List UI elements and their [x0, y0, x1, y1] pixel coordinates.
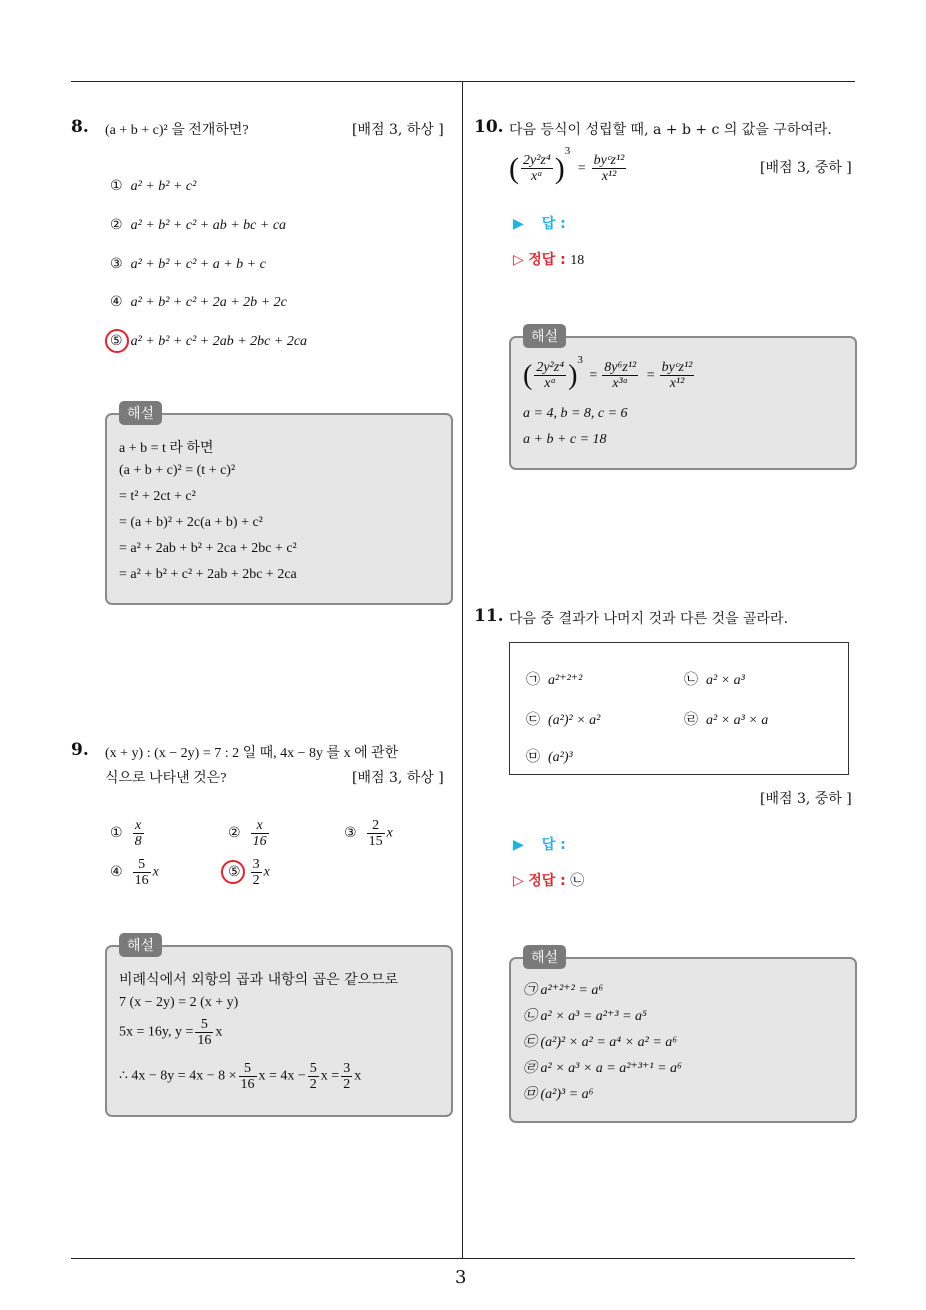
q11-item-2 [684, 669, 745, 689]
q11-item-5-num: ㉤ [526, 749, 540, 765]
q9-solution-line-3-post: x [215, 1024, 223, 1040]
q9-solution-line-4 [119, 1061, 361, 1092]
q8-option-5-text: a² + b² + c² + 2ab + 2bc + 2ca [130, 334, 308, 349]
q10-eq-right-num: byᶜz¹² [593, 153, 625, 169]
q11-answer-arrow-icon: ▶ [513, 837, 524, 853]
q9-solution-line-4-f3-den: 2 [343, 1077, 351, 1092]
q8-option-1-text: a² + b² + c² [130, 179, 197, 194]
q10-answer-row[interactable] [513, 213, 566, 233]
q10-solution-tag: 해설 [523, 324, 566, 348]
q8-solution-box [105, 413, 453, 605]
q9-solution-line-4-f1-den: 16 [240, 1077, 255, 1092]
q9-solution-line-4-pre: ∴ 4x − 8y = 4x − 8 × [119, 1068, 237, 1084]
q10-equation: ( $\frac{\text{2y²z⁴}}{\text{xᵃ}}$ )$^3$ = $\frac{\text{byᶜz¹²}}{\text{x¹²}}$ [509, 145, 625, 185]
q8-option-3[interactable] [110, 256, 266, 273]
q10-eq-left-den: xᵃ [530, 169, 543, 185]
q10-eq-left-num: 2y²z⁴ [523, 153, 551, 169]
q11-item-4-text: a² × a³ × a [706, 713, 769, 728]
q8-option-4-text: a² + b² + c² + 2a + 2b + 2c [130, 295, 287, 310]
q9-score: [배점 3, 하상 ] [352, 770, 444, 786]
q9-option-3[interactable] [344, 818, 393, 849]
q9-solution-line-3-num: 5 [195, 1017, 213, 1033]
q8-option-1[interactable] [110, 178, 196, 195]
bottom-rule [71, 1258, 855, 1259]
q9-solution-line-4-f3-num: 3 [343, 1061, 351, 1076]
q9-solution-line-1: 비례식에서 외항의 곱과 내항의 곱은 같으므로 [119, 972, 399, 988]
q8-solution-line-4: = (a + b)² + 2c(a + b) + c² [119, 515, 263, 530]
q9-option-3-denominator: 15 [368, 834, 383, 849]
q11-solution-line-1: ㉠ a²⁺²⁺² = a⁶ [523, 983, 604, 998]
q11-solution-tag: 해설 [523, 945, 566, 969]
q8-option-2-text: a² + b² + c² + ab + bc + ca [130, 218, 287, 233]
q10-solution-line-1: ( $\frac{\text{2y²z⁴}}{\text{xᵃ}}$ )$^3$ = $\frac{\text{8y⁶z¹²}}{\text{x³ᵃ}}$ = $\frac{\text{byᶜz¹²}}{\text{x¹²}}$ [523, 354, 693, 392]
top-rule [71, 81, 855, 82]
q10-sol-l1-den: xᵃ [544, 376, 557, 392]
q9-option-5-denominator: 2 [252, 873, 260, 888]
q9-option-4[interactable] [110, 857, 159, 888]
q11-items-box [509, 642, 849, 775]
q10-eq-right-den: x¹² [601, 169, 617, 185]
q8-solution-line-3: = t² + 2ct + c² [119, 489, 196, 504]
q9-number: 9. [71, 740, 89, 760]
q9-solution-line-4-f2-den: 2 [309, 1077, 317, 1092]
q9-option-2[interactable] [228, 818, 271, 849]
q9-option-5-num: ⑤ [228, 863, 241, 880]
q11-score: [배점 3, 중하 ] [760, 791, 852, 807]
q9-option-5-numerator: 3 [252, 857, 260, 872]
q8-option-4[interactable] [110, 294, 287, 311]
q11-item-5 [526, 746, 573, 766]
q10-score: [배점 3, 중하 ] [760, 160, 852, 176]
q10-sol-l1-right-den: x¹² [669, 376, 685, 392]
q8-solution-line-1: a + b = t 라 하면 [119, 441, 214, 456]
q9-solution-line-2: 7 (x − 2y) = 2 (x + y) [119, 995, 239, 1010]
q10-solution-line-3: a + b + c = 18 [523, 432, 607, 447]
q9-solution-line-4-f2-num: 5 [309, 1061, 317, 1076]
q9-option-4-tail: x [152, 864, 159, 880]
q9-option-5-tail: x [263, 864, 270, 880]
q9-option-2-num: ② [228, 824, 241, 841]
column-divider [462, 82, 463, 1258]
q10-sol-l1-num: 2y²z⁴ [536, 360, 565, 376]
q11-question: 다음 중 결과가 나머지 것과 다른 것을 골라라. [509, 611, 789, 627]
q10-correct-row [513, 249, 584, 269]
q9-option-1-denominator: 8 [134, 834, 142, 849]
q8-option-1-num: ① [110, 178, 123, 194]
q11-solution-line-5: ㉤ (a²)³ = a⁶ [523, 1087, 594, 1102]
q9-option-4-numerator: 5 [133, 857, 151, 873]
q9-solution-line-4-mid2: x = [320, 1068, 340, 1084]
q9-option-2-numerator: x [251, 818, 269, 834]
q9-option-3-numerator: 2 [367, 818, 385, 834]
q8-solution-line-2: (a + b + c)² = (t + c)² [119, 463, 236, 478]
q10-solution-line-2: a = 4, b = 8, c = 6 [523, 406, 628, 421]
q10-answer-arrow-icon: ▶ [513, 216, 524, 232]
q11-item-2-text: a² × a³ [706, 673, 745, 688]
q11-solution-line-3: ㉢ (a²)² × a² = a⁴ × a² = a⁶ [523, 1035, 678, 1050]
q11-correct-arrow-icon: ▷ [513, 873, 524, 889]
q10-number: 10. [474, 117, 504, 137]
q9-option-1-num: ① [110, 824, 123, 841]
q11-item-3 [526, 709, 600, 729]
q10-question: 다음 등식이 성립할 때, a + b + c 의 값을 구하여라. [509, 122, 832, 138]
q9-solution-tag: 해설 [119, 933, 162, 957]
q9-solution-line-3 [119, 1017, 222, 1048]
q10-correct-value: 18 [570, 253, 585, 268]
q11-solution-box [509, 957, 857, 1123]
q9-option-3-num: ③ [344, 824, 357, 841]
q8-option-4-num: ④ [110, 294, 123, 310]
q11-answer-label: 답 : [541, 837, 566, 853]
q11-item-1-text: a²⁺²⁺² [548, 673, 583, 688]
q9-option-4-denominator: 16 [134, 873, 149, 888]
q11-correct-label: 정답 : [528, 873, 566, 889]
q10-eq-left-exp: 3 [564, 145, 571, 157]
q9-option-4-num: ④ [110, 863, 123, 880]
q8-option-2-num: ② [110, 217, 123, 233]
q8-solution-line-6: = a² + b² + c² + 2ab + 2bc + 2ca [119, 567, 297, 582]
q8-number: 8. [71, 117, 89, 137]
q11-item-1-num: ㉠ [526, 672, 540, 688]
q11-item-3-num: ㉢ [526, 712, 540, 728]
q9-solution-line-3-pre: 5x = 16y, y = [119, 1024, 194, 1040]
q10-correct-label: 정답 : [528, 252, 566, 268]
q11-correct-row [513, 870, 584, 890]
q10-sol-l1-exp: 3 [577, 354, 583, 366]
q8-solution-line-5: = a² + 2ab + b² + 2ca + 2bc + c² [119, 541, 297, 556]
q10-sol-l1-mid-den: x³ᵃ [612, 376, 629, 392]
q8-option-2[interactable] [110, 217, 286, 234]
q11-answer-row[interactable] [513, 834, 566, 854]
q11-solution-line-4: ㉣ a² × a³ × a = a²⁺³⁺¹ = a⁶ [523, 1061, 682, 1076]
q10-solution-box [509, 336, 857, 470]
q11-correct-value: ㉡ [570, 873, 585, 889]
q8-option-5-num: ⑤ [110, 333, 123, 349]
q8-score: [배점 3, 하상 ] [352, 122, 444, 138]
q9-solution-box [105, 945, 453, 1117]
q8-solution-tag: 해설 [119, 401, 162, 425]
q10-correct-arrow-icon: ▷ [513, 252, 524, 268]
q11-item-3-text: (a²)² × a² [548, 713, 601, 728]
q9-question-line-1: (x + y) : (x − 2y) = 7 : 2 일 때, 4x − 8y 를 x 에 관한 [105, 746, 399, 761]
q9-solution-line-4-f1-num: 5 [239, 1061, 257, 1077]
q9-solution-line-4-mid: x = 4x − [258, 1068, 306, 1084]
q8-option-3-text: a² + b² + c² + a + b + c [130, 257, 266, 272]
q11-number: 11. [474, 606, 504, 626]
page-number: 3 [455, 1267, 467, 1288]
q9-option-1[interactable] [110, 818, 146, 849]
q11-item-4 [684, 709, 768, 729]
q9-question-line-2: 식으로 나타낸 것은? [105, 771, 227, 786]
q9-correct-mark [221, 860, 245, 884]
q9-option-1-numerator: x [133, 818, 144, 834]
q9-solution-line-4-post: x [354, 1068, 362, 1084]
q11-item-1 [526, 669, 582, 689]
q9-option-3-tail: x [386, 825, 393, 841]
q10-answer-label: 답 : [541, 216, 566, 232]
q10-sol-l1-right-num: byᶜz¹² [661, 360, 693, 376]
q9-option-2-denominator: 16 [252, 834, 267, 849]
q10-sol-l1-mid-num: 8y⁶z¹² [604, 360, 637, 376]
q11-item-5-text: (a²)³ [548, 750, 573, 765]
q8-question: (a + b + c)² 을 전개하면? [105, 123, 249, 138]
q8-correct-mark [105, 329, 129, 353]
q8-option-3-num: ③ [110, 256, 123, 272]
q11-item-4-num: ㉣ [684, 712, 698, 728]
q11-item-2-num: ㉡ [684, 672, 698, 688]
q8-option-5[interactable] [110, 333, 307, 350]
q11-solution-line-2: ㉡ a² × a³ = a²⁺³ = a⁵ [523, 1009, 647, 1024]
q9-solution-line-3-den: 16 [197, 1033, 212, 1048]
